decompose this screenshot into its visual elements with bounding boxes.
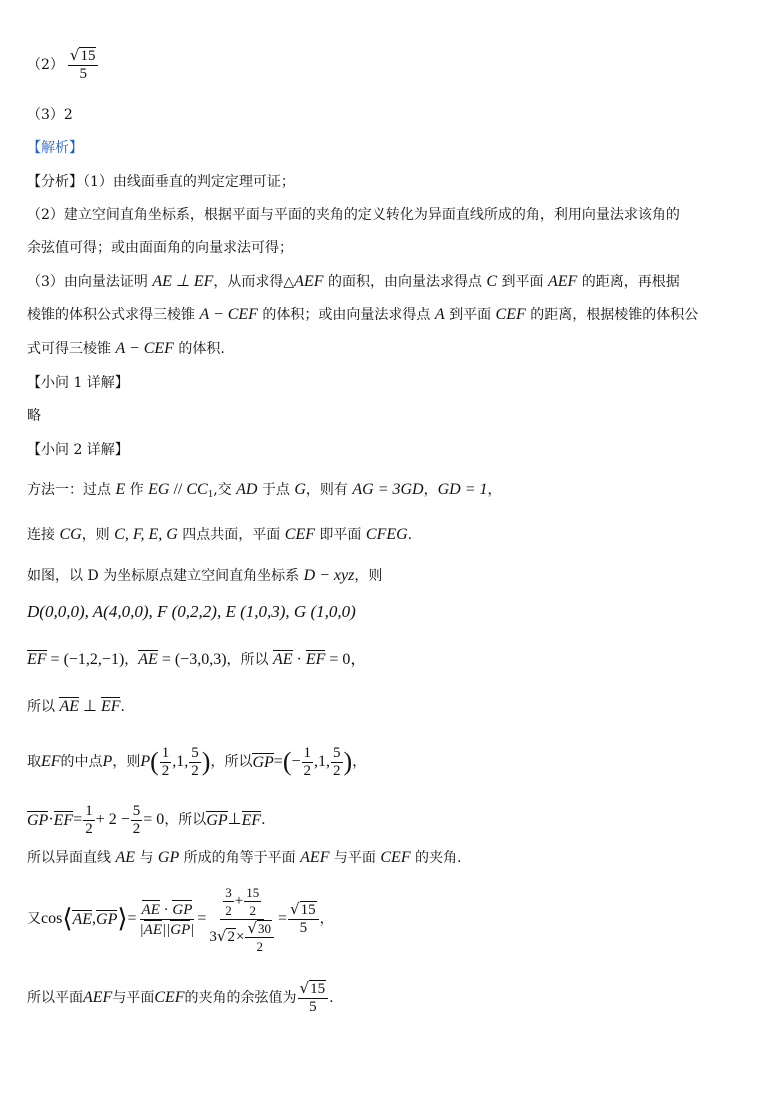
coord-system-line: 如图，以 D 为坐标原点建立空间直角坐标系 D − xyz，则 <box>27 567 383 584</box>
coordinates-line: D(0,0,0), A(4,0,0), F (0,2,2), E (1,0,3), G (1,0,0) <box>27 602 356 621</box>
answer-2-fraction: $\frac{√15}{5}$ <box>68 47 99 83</box>
equal-angle-line: 所以异面直线 AE 与 GP 所成的角等于平面 AEF 与平面 CEF 的夹角. <box>27 849 462 866</box>
answer-3: （3）2 <box>27 107 73 123</box>
final-answer-line: 所以平面 AEF 与平面 CEF 的夹角的余弦值为 $\frac{√15}{5}$ . <box>27 979 334 1015</box>
cosine-formula: 又 cos ⟨ AE , GP ⟩ = $\frac{AE \cdot GP}{|AE||GP|}$ = $\frac{3}{2}$ + $\frac{15}{2}$ 3 √2 × $\frac{√30}{2}$ = $\frac{√15}{5}$ ， <box>27 884 334 954</box>
q2-heading: 【小问 2 详解】 <box>27 442 129 458</box>
coplanar-line: 连接 CG，则 C, F, E, G 四点共面，平面 CEF 即平面 CFEG. <box>27 526 413 543</box>
method-one-line: 方法一：过点 E 作 EG // $CC_1$,交 AD 于点 G，则有 AG = 3GD，GD = 1， <box>27 481 502 500</box>
answer-2-label: （2） <box>27 57 64 73</box>
perp-line: 所以 AE ⊥ EF. <box>27 698 125 715</box>
analysis-line-4: （3）由向量法证明 AE ⊥ EF，从而求得△AEF 的面积，由向量法求得点 C 到平面 AEF 的距离，再根据 <box>27 273 680 290</box>
cosine-fraction-2: $\frac{3}{2}$ + $\frac{15}{2}$ 3 √2 × $\frac{√30}{2}$ <box>207 884 277 955</box>
midpoint-line: 取 EF 的中点 P ，则 P ( $\frac{1}{2}$ ,1, $\frac{5}{2}$ ) ，所以 GP = ( − $\frac{1}{2}$ ,1, $\frac{5}{2}$ ) ， <box>27 744 367 779</box>
q1-body: 略 <box>27 408 41 424</box>
cosine-fraction-1: $\frac{AE \cdot GP}{|AE||GP|}$ <box>139 901 195 938</box>
analysis-line-1: 【分析】（1）由线面垂直的判定定理可证； <box>27 174 295 190</box>
vectors-line: EF = (−1,2,−1)，AE = (−3,0,3)，所以 AE · EF = 0， <box>27 651 367 668</box>
jiexi-heading: 【解析】 <box>27 140 83 156</box>
analysis-line-5: 棱锥的体积公式求得三棱锥 A − CEF 的体积；或由向量法求得点 A 到平面 CEF 的距离，根据棱锥的体积公 <box>27 306 699 323</box>
analysis-line-3: 余弦值可得；或由面面角的向量求法可得； <box>27 240 293 256</box>
analysis-line-6: 式可得三棱锥 A − CEF 的体积. <box>27 340 225 357</box>
answer-2 <box>27 42 99 88</box>
q1-heading: 【小问 1 详解】 <box>27 375 129 391</box>
dot-product-line: GP · EF = $\frac{1}{2}$ + 2 − $\frac{5}{2}$ = 0 ，所以 GP ⊥ EF . <box>27 802 266 837</box>
cosine-result: $\frac{√15}{5}$ <box>288 901 319 937</box>
analysis-line-2: （2）建立空间直角坐标系，根据平面与平面的夹角的定义转化为异面直线所成的角，利用向量法求该角的 <box>27 207 680 223</box>
